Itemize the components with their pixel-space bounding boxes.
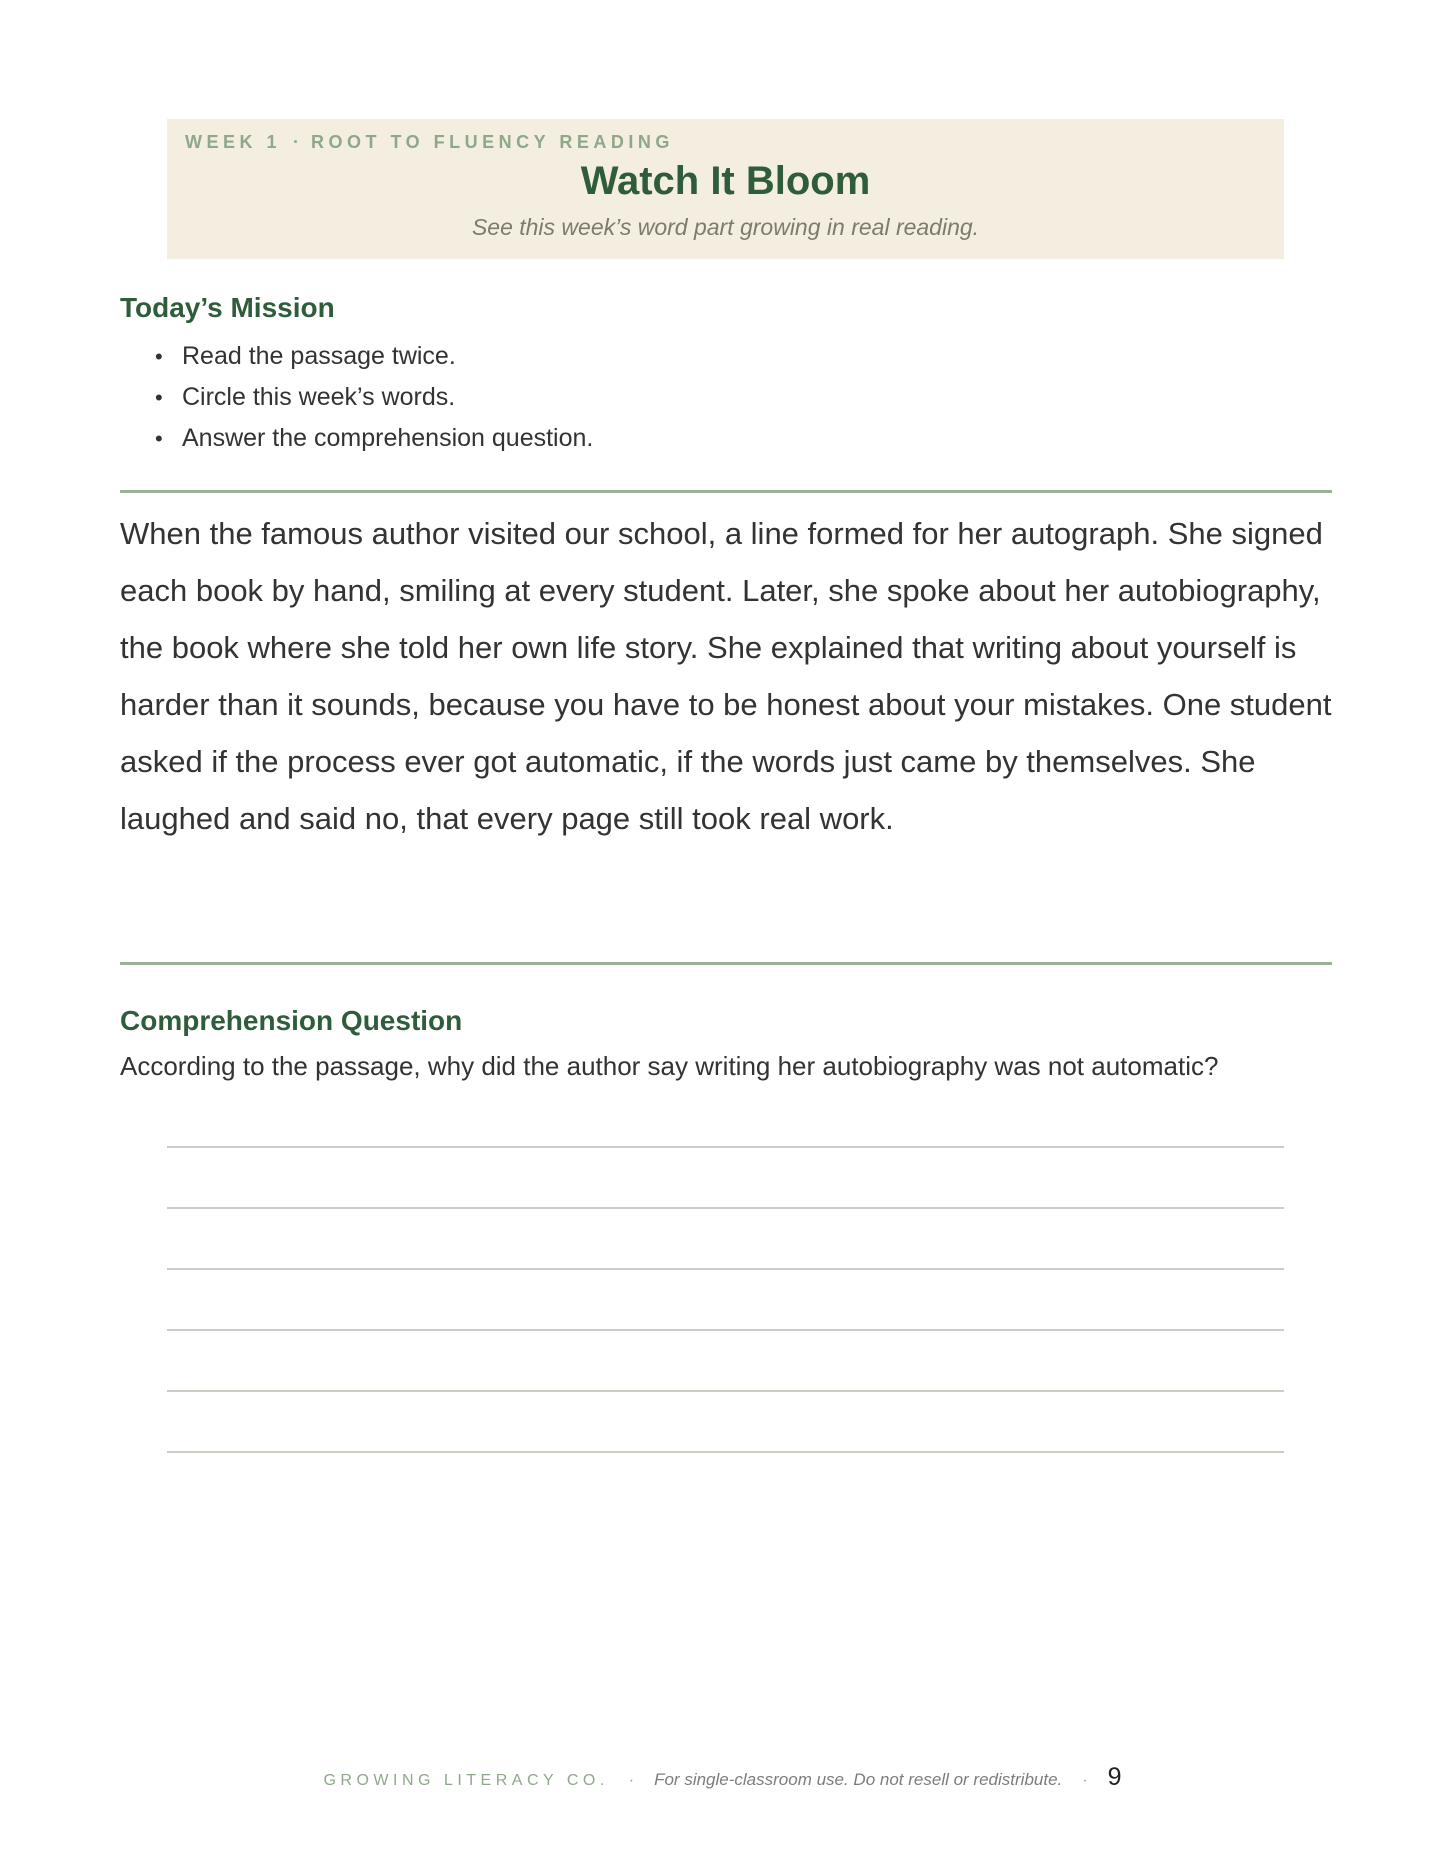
footer-notice: For single-classroom use. Do not resell or redistribute. [654, 1770, 1063, 1789]
page-footer [0, 1763, 1445, 1792]
answer-line[interactable] [167, 1268, 1284, 1270]
passage-top-divider [120, 490, 1332, 493]
answer-line[interactable] [167, 1146, 1284, 1148]
footer-company: GROWING LITERACY CO. [323, 1772, 609, 1789]
page-number: 9 [1107, 1763, 1122, 1791]
header-kicker [185, 132, 674, 153]
comprehension-question: According to the passage, why did the author say writing her autobiography was not automatic? [120, 1051, 1219, 1081]
passage-bottom-divider [120, 962, 1332, 965]
mission-heading: Today’s Mission [120, 292, 335, 323]
footer-separator: · [628, 1772, 635, 1789]
kicker-separator: · [293, 132, 300, 152]
header-banner [167, 119, 1284, 259]
mission-item-text: Answer the comprehension question. [182, 424, 594, 452]
mission-item [155, 336, 593, 377]
reading-passage: When the famous author visited our school, a line formed for her autograph. She signed each book by hand, smiling at every student. Later, she spoke about her autobiography, the book where she told her own life story. She explained that writing about yourself is harder than it sounds, because you have to be honest about your mistakes. One student asked if the process ever got automatic, if the words just came by themselves. She laughed and said no, that every page still took real work. [120, 516, 1332, 836]
mission-item-text: Circle this week’s words. [182, 383, 456, 411]
answer-line[interactable] [167, 1207, 1284, 1209]
answer-line[interactable] [167, 1451, 1284, 1453]
comprehension-heading: Comprehension Question [120, 1005, 463, 1036]
page-title: Watch It Bloom [580, 159, 871, 203]
page-subtitle: See this week’s word part growing in real reading. [471, 214, 980, 240]
mission-item-text: Read the passage twice. [182, 342, 456, 370]
mission-item [155, 377, 593, 418]
mission-item [155, 418, 593, 459]
answer-line[interactable] [167, 1390, 1284, 1392]
footer-separator: · [1082, 1772, 1088, 1789]
kicker-series: ROOT TO FLUENCY READING [311, 132, 674, 152]
answer-line[interactable] [167, 1329, 1284, 1331]
mission-list [155, 336, 593, 459]
bullet-icon: • [155, 344, 163, 369]
bullet-icon: • [155, 385, 163, 410]
bullet-icon: • [155, 426, 163, 451]
kicker-week: WEEK 1 [185, 132, 282, 152]
